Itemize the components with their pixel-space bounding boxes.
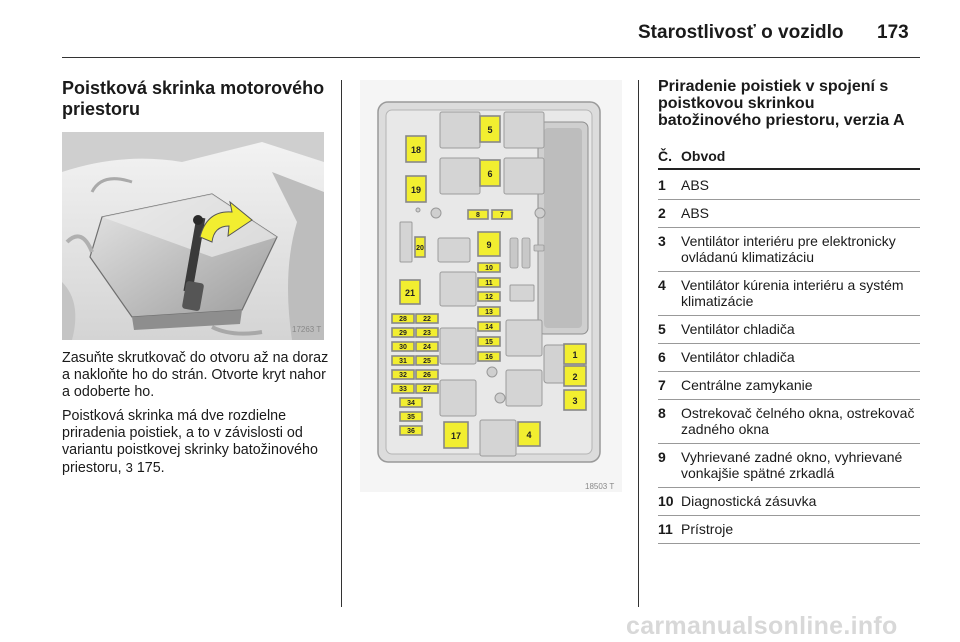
fuse-label-8: 8 xyxy=(476,212,480,219)
column-divider-right xyxy=(638,80,639,607)
fuse-label-18: 18 xyxy=(410,145,422,155)
fuse-label-7: 7 xyxy=(500,212,504,219)
fuse-circuit: Centrálne zamykanie xyxy=(681,377,813,393)
fuse-label-27: 27 xyxy=(423,386,431,393)
fuse-number: 5 xyxy=(658,321,666,337)
assignment-heading: Priradenie poistiek v spojení s poistkovou skrinkou batožinového priestoru, verzia A xyxy=(658,78,905,129)
table-row xyxy=(658,200,920,228)
fuse-label-24: 24 xyxy=(423,344,431,351)
fuse-label-9: 9 xyxy=(486,240,492,250)
fuse-label-19: 19 xyxy=(410,185,422,195)
diagram-reference-code: 18503 T xyxy=(585,482,615,491)
fuse-label-30: 30 xyxy=(399,344,407,351)
fuse-label-5: 5 xyxy=(487,125,493,135)
engine-fuse-box-diagram xyxy=(360,80,622,492)
table-row xyxy=(658,488,920,516)
running-header-title: Starostlivosť o vozidlo xyxy=(638,22,844,43)
fuse-label-14: 14 xyxy=(485,324,493,331)
fuse-label-26: 26 xyxy=(423,372,431,379)
fuse-box-cover-photo xyxy=(62,132,324,340)
fuse-label-11: 11 xyxy=(485,280,493,287)
fuse-label-22: 22 xyxy=(423,316,431,323)
fuse-label-20: 20 xyxy=(416,245,424,252)
fuse-label-36: 36 xyxy=(407,428,415,435)
photo-reference-code: 17263 T xyxy=(292,325,322,334)
fuse-circuit: Ventilátor chladiča xyxy=(681,349,795,365)
fuse-assignment-table xyxy=(658,172,920,544)
fuse-label-32: 32 xyxy=(399,372,407,379)
fuse-label-21: 21 xyxy=(404,288,416,298)
table-row xyxy=(658,344,920,372)
header-rule xyxy=(62,57,920,58)
fuse-label-2: 2 xyxy=(572,372,578,382)
fuse-number: 8 xyxy=(658,405,666,421)
fuse-circuit: ABS xyxy=(681,177,710,193)
cross-reference-arrow-icon: 3 xyxy=(125,460,133,475)
fuse-number: 6 xyxy=(658,349,666,365)
fuse-label-35: 35 xyxy=(407,414,415,421)
fuse-circuit: Ostrekovač čelného okna, ostrekovač zadného okna xyxy=(681,405,915,437)
instruction-paragraph: Zasuňte skrutkovač do otvoru až na doraz a nakloňte ho do strán. Otvorte kryt nahor a odoberte ho. xyxy=(62,350,329,400)
fuse-label-17: 17 xyxy=(450,431,462,441)
fuse-label-28: 28 xyxy=(399,316,407,323)
fuse-circuit: Prístroje xyxy=(681,521,734,537)
table-row xyxy=(658,272,920,316)
fuse-label-3: 3 xyxy=(572,396,578,406)
fuse-label-4: 4 xyxy=(526,430,532,440)
table-row xyxy=(658,444,920,488)
fuse-label-31: 31 xyxy=(399,358,407,365)
fuse-label-33: 33 xyxy=(399,386,407,393)
table-header-rule xyxy=(658,168,920,170)
fuse-number: 4 xyxy=(658,277,666,293)
column-header-circuit: Obvod xyxy=(681,148,726,164)
table-row xyxy=(658,400,920,444)
fuse-label-23: 23 xyxy=(423,330,431,337)
column-header-number: Č. xyxy=(658,148,672,164)
fuse-label-34: 34 xyxy=(407,400,415,407)
fuse-circuit: Ventilátor kúrenia interiéru a systém klimatizácie xyxy=(681,277,904,309)
fuse-label-25: 25 xyxy=(423,358,431,365)
table-row xyxy=(658,372,920,400)
fuse-number: 1 xyxy=(658,177,666,193)
fuse-label-12: 12 xyxy=(485,294,493,301)
fuse-number: 7 xyxy=(658,377,666,393)
table-row xyxy=(658,172,920,200)
fuse-circuit: Ventilátor interiéru pre elektronicky ovládanú klimatizáciu xyxy=(681,233,896,265)
fuse-circuit: Diagnostická zásuvka xyxy=(681,493,817,509)
fuse-number: 3 xyxy=(658,233,666,249)
section-heading: Poistková skrinka motorového priestoru xyxy=(62,78,325,119)
description-paragraph xyxy=(62,408,330,477)
fuse-label-6: 6 xyxy=(487,169,493,179)
fuse-label-16: 16 xyxy=(485,354,493,361)
fuse-circuit: Vyhrievané zadné okno, vyhrievané vonkajšie spätné zrkadlá xyxy=(681,449,903,481)
column-divider-left xyxy=(341,80,342,607)
fuse-label-13: 13 xyxy=(485,309,493,316)
fuse-number: 9 xyxy=(658,449,666,465)
cross-reference-page[interactable]: 175. xyxy=(136,460,165,476)
fuse-number: 10 xyxy=(658,493,674,509)
page-number: 173 xyxy=(877,22,909,43)
table-row xyxy=(658,516,920,544)
fuse-label-10: 10 xyxy=(485,265,493,272)
fuse-circuit: Ventilátor chladiča xyxy=(681,321,795,337)
table-row xyxy=(658,316,920,344)
table-row xyxy=(658,228,920,272)
fuse-label-15: 15 xyxy=(485,339,493,346)
description-text: Poistková skrinka má dve rozdielne priradenia poistiek, a to v závislosti od variantu poistkovej skrinky batožinového priestoru, xyxy=(62,408,318,476)
fuse-number: 2 xyxy=(658,205,666,221)
fuse-label-29: 29 xyxy=(399,330,407,337)
watermark: carmanualsonline.info xyxy=(626,612,898,640)
fuse-circuit: ABS xyxy=(681,205,710,221)
fuse-number: 11 xyxy=(658,521,673,537)
fuse-label-1: 1 xyxy=(572,350,578,360)
